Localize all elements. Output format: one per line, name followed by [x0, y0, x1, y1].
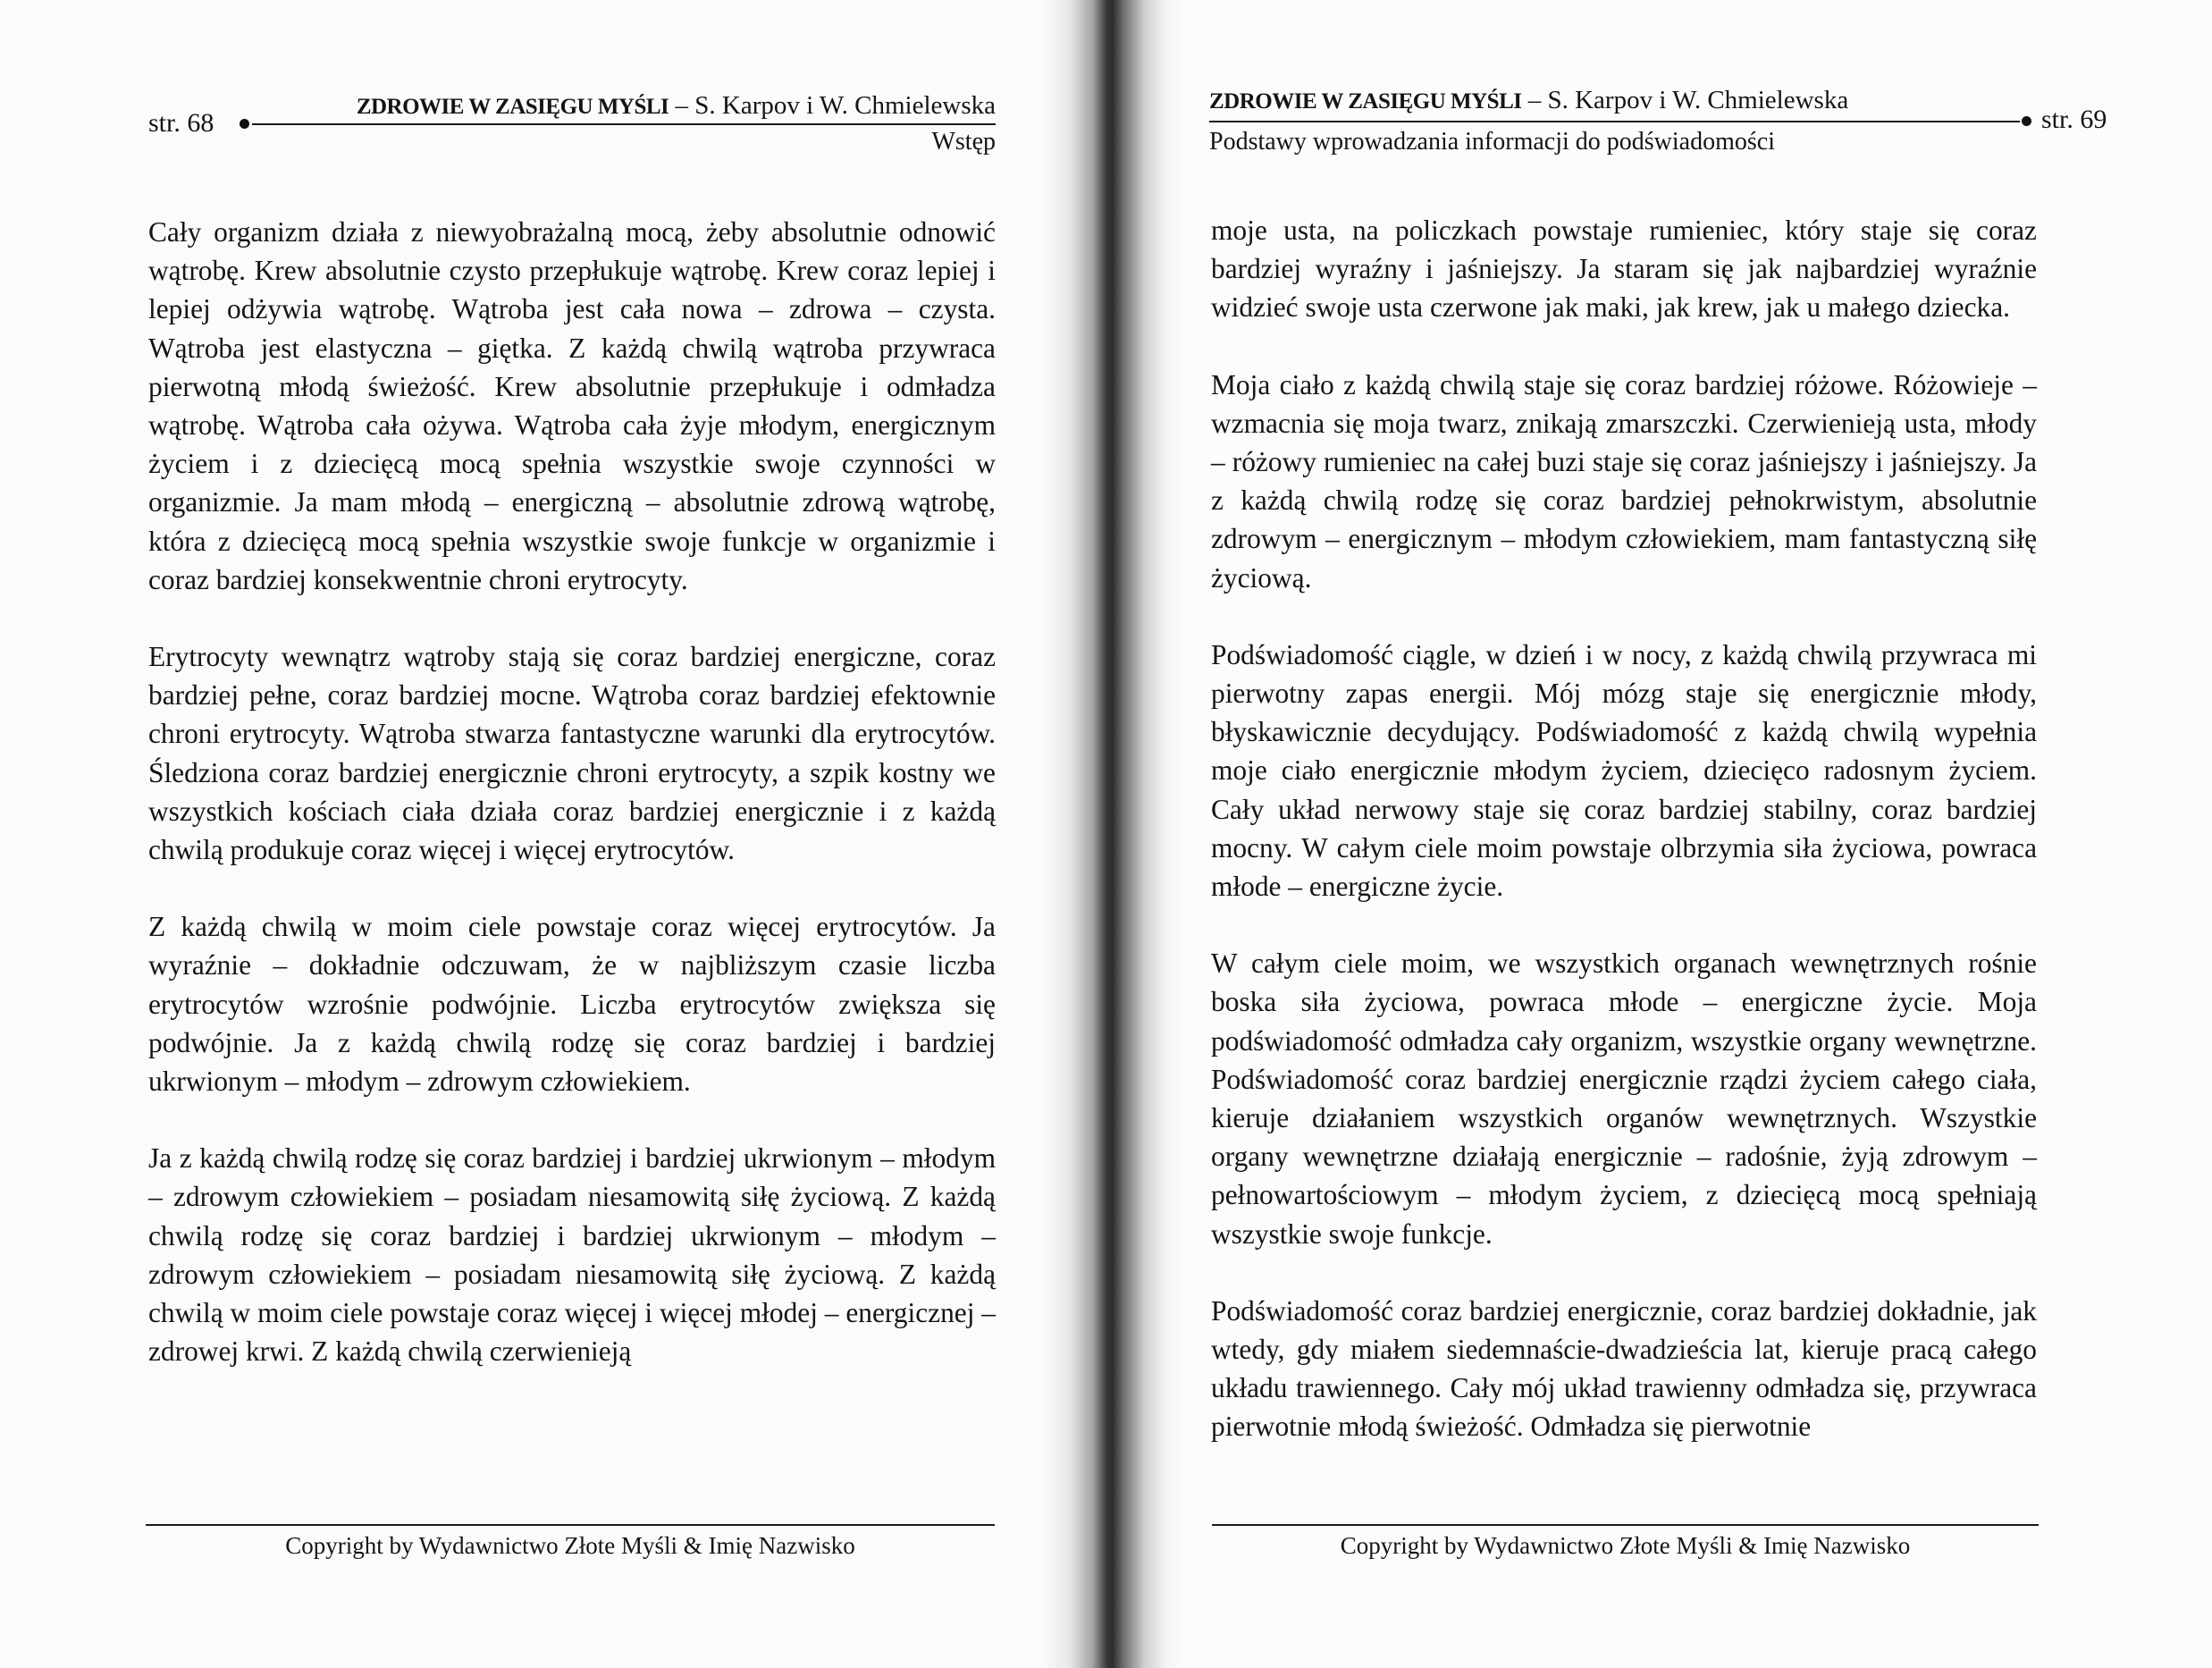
copyright-footer: Copyright by Wydawnictwo Złote Myśli & Imię Nazwisko — [285, 1532, 855, 1559]
left-page — [0, 0, 1086, 1668]
page-number: str. 68 — [148, 108, 214, 138]
paragraph: W całym ciele moim, we wszystkich organach wewnętrznych rośnie boska siła życiowa, powraca młode – energiczne życie. Moja podświadomość odmładza cały organizm, wszystkie organy wewnętrzne. Podświadomość coraz bardziej energicznie rządzi życiem całego ciała, kieruje działaniem wszystkich organów wewnętrznych. Wszystkie organy wewnętrzne działają energicznie – radośnie, żyją zdrowym – pełnowartościowym – młodym życiem, z dziecięcą mocą spełniają wszystkie swoje funkcje. — [1211, 948, 2037, 1250]
paragraph: Erytrocyty wewnątrz wątroby stają się coraz bardziej energiczne, coraz bardziej pełne, coraz bardziej mocne. Wątroba coraz bardziej efektownie chroni erytrocyty. Wątroba stwarza fantastyczne warunki dla erytrocytów. Śledziona coraz bardziej energicznie chroni erytrocyty, a szpik kostny we wszystkich kościach ciała działa coraz bardziej energicznie i z każdą chwilą produkuje coraz więcej i więcej erytrocytów. — [148, 641, 996, 866]
body-text — [148, 213, 996, 1370]
header-authors: – S. Karpov i W. Chmielewska — [1521, 86, 1849, 114]
book-spine-shadow — [1041, 0, 1184, 1668]
section-title: Podstawy wprowadzania informacji do podświadomości — [1209, 128, 1775, 156]
book-title: ZDROWIE W ZASIĘGU MYŚLI — [356, 95, 669, 119]
header-rule — [1209, 121, 2020, 122]
header-rule — [252, 123, 996, 125]
section-title: Wstęp — [931, 128, 996, 156]
body-text — [1211, 211, 2037, 1446]
paragraph: Podświadomość ciągle, w dzień i w nocy, z każdą chwilą przywraca mi pierwotny zapas energii. Mój mózg staje się energicznie młody, błyskawicznie decydujący. Podświadomość z każdą chwilą wypełnia moje ciało energicznie młodym życiem, dziecięco radosnym życiem. Cały układ nerwowy staje się coraz bardziej stabilny, coraz bardziej mocny. W całym ciele moim powstaje olbrzymia siła życiowa, powraca młode – energiczne życie. — [1211, 638, 2037, 903]
header-bullet — [2022, 116, 2031, 126]
book-title: ZDROWIE W ZASIĘGU MYŚLI — [1209, 89, 1522, 114]
page-number: str. 69 — [2041, 105, 2107, 134]
paragraph: Z każdą chwilą w moim ciele powstaje coraz więcej erytrocytów. Ja wyraźnie – dokładnie odczuwam, że w najbliższym czasie liczba erytrocytów wzrośnie podwójnie. Liczba erytrocytów zwiększa się podwójnie. Ja z każdą chwilą rodzę się coraz bardziej i bardziej ukrwionym – młodym – zdrowym człowiekiem. — [148, 911, 996, 1098]
paragraph: Moja ciało z każdą chwilą staje się coraz bardziej różowe. Różowieje – wzmacnia się moja twarz, znikają zmarszczki. Czerwienieją usta, młody – różowy rumieniec na całej buzi staje się coraz jaśniejszy i jaśniejszy. Ja z każdą chwilą rodzę się coraz bardziej pełnokrwistym, absolutnie zdrowym – energicznym – młodym człowiekiem, mam fantastyczną siłę życiową. — [1211, 368, 2037, 594]
footer-rule — [146, 1524, 995, 1526]
header-bullet — [240, 119, 249, 129]
header-authors: – S. Karpov i W. Chmielewska — [669, 91, 996, 120]
paragraph: Ja z każdą chwilą rodzę się coraz bardziej i bardziej ukrwionym – młodym – zdrowym człowiekiem – posiadam niesamowitą siłę życiową. Z każdą chwilą rodzę się coraz bardziej i bardziej ukrwionym – młodym – zdrowym człowiekiem – posiadam niesamowitą siłę życiową. Z każdą chwilą w moim ciele powstaje coraz więcej i więcej młodej – energicznej – zdrowej krwi. Z każdą chwilą czerwienieją — [148, 1142, 996, 1368]
paragraph: Cały organizm działa z niewyobrażalną mocą, żeby absolutnie odnowić wątrobę. Krew absolutnie czysto przepłukuje wątrobę. Krew coraz lepiej i lepiej odżywia wątrobę. Wątroba jest cała nowa – zdrowa – czysta. Wątroba jest elastyczna – giętka. Z każdą chwilą wątroba przywraca pierwotną młodą świeżość. Krew absolutnie przepłukuje i odmładza wątrobę. Wątroba cała ożywa. Wątroba cała żyje młodym, energicznym życiem i z dziecięcą mocą spełnia wszystkie swoje czynności w organizmie. Ja mam młodą – energiczną – absolutnie zdrową wątrobę, która z dziecięcą mocą spełnia wszystkie swoje funkcje w organizmie i coraz bardziej konsekwentnie chroni erytrocyty. — [148, 216, 996, 595]
paragraph: moje usta, na policzkach powstaje rumieniec, który staje się coraz bardziej wyraźny i jaśniejszy. Ja staram się jak najbardziej wyraźnie widzieć swoje usta czerwone jak maki, jak krew, jak u małego dziecka. — [1211, 215, 2037, 324]
right-page — [1086, 0, 2212, 1668]
running-header — [357, 91, 996, 121]
running-header — [1209, 86, 1848, 115]
paragraph: Podświadomość coraz bardziej energicznie, coraz bardziej dokładnie, jak wtedy, gdy miałem siedemnaście-dwadzieścia lat, kieruje pracą całego układu trawiennego. Cały mój układ trawienny odmładza się, przywraca pierwotnie młodą świeżość. Odmładza się pierwotnie — [1211, 1294, 2037, 1443]
footer-rule — [1212, 1524, 2039, 1526]
copyright-footer: Copyright by Wydawnictwo Złote Myśli & Imię Nazwisko — [1340, 1532, 1911, 1559]
